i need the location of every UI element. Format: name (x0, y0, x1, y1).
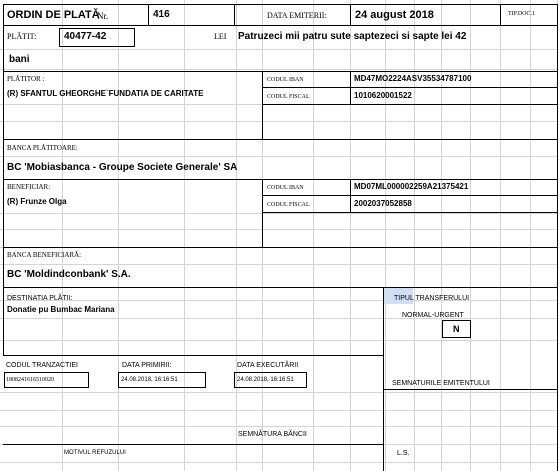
beneficiary-iban: MD07ML000002259A21375421 (354, 182, 469, 191)
amount-label: PLĂTIT: (7, 32, 37, 41)
refusal-reason-label: MOTIVUL REFUZULUI (64, 450, 126, 456)
document-number: 416 (153, 9, 170, 20)
amount-in-words-cont: bani (9, 54, 30, 65)
payer-bank-name: BC 'Mobiasbanca - Groupe Societe Generale' SA (7, 162, 238, 173)
received-date-label: DATA PRIMIRII: (122, 362, 172, 369)
transaction-code: 1808241616510020 (6, 377, 54, 383)
amount-value: 40477-42 (64, 31, 107, 42)
transfer-type-value: N (453, 324, 460, 334)
beneficiary-label: BENEFICIAR: (7, 183, 51, 191)
transfer-type-options: NORMAL-URGENT (402, 312, 464, 319)
number-label: Nr. (97, 11, 109, 21)
beneficiary-bank-name: BC 'Moldindconbank' S.A. (7, 269, 131, 280)
amount-in-words: Patruzeci mii patru sute saptezeci si sapte lei 42 (238, 31, 467, 42)
issue-date: 24 august 2018 (355, 9, 434, 21)
payer-bank-label: BANCA PLĂTITOARE: (7, 144, 78, 152)
beneficiary-bank-label: BANCA BENEFICIARĂ: (7, 251, 82, 259)
payer-fiscal-label: CODUL FISCAL (267, 94, 310, 100)
executed-date-label: DATA EXECUTĂRII (237, 362, 299, 369)
payer-fiscal-code: 1010620001522 (354, 91, 412, 100)
bank-signature-label: SEMNĂTURA BĂNCII (238, 431, 307, 438)
payer-name: (R) SFANTUL GHEORGHE`FUNDATIA DE CARITATE (7, 89, 204, 98)
payer-iban-label: CODUL IBAN (267, 77, 304, 83)
beneficiary-name: (R) Frunze Olga (7, 197, 67, 206)
stamp-ls-label: L.S. (397, 450, 410, 457)
form-code: TIP.DOC.1 (508, 11, 536, 17)
issuer-signatures-label: SEMNATURILE EMITENTULUI (392, 380, 490, 387)
purpose-value: Donatie pu Bumbac Mariana (7, 305, 115, 314)
payer-label: PLĂTITOR : (7, 75, 45, 83)
received-date: 24.08.2018, 16:16:51 (121, 377, 178, 383)
document-title: ORDIN DE PLATĂ (7, 9, 100, 21)
beneficiary-fiscal-code: 2002037052858 (354, 199, 412, 208)
transfer-type-label: TIPUL TRANSFERULUI (394, 295, 470, 302)
currency-label: LEI (214, 32, 227, 41)
transaction-code-label: CODUL TRANZACTIEI (6, 362, 78, 369)
payer-iban: MD47MO2224ASV35534787100 (354, 74, 472, 83)
beneficiary-iban-label: CODUL IBAN (267, 185, 304, 191)
beneficiary-fiscal-label: CODUL FISCAL (267, 202, 310, 208)
issue-date-label: DATA EMITERII: (267, 11, 327, 20)
purpose-label: DESTINATIA PLĂTII: (7, 295, 73, 302)
executed-date: 24.08.2018, 16:16:51 (237, 377, 294, 383)
